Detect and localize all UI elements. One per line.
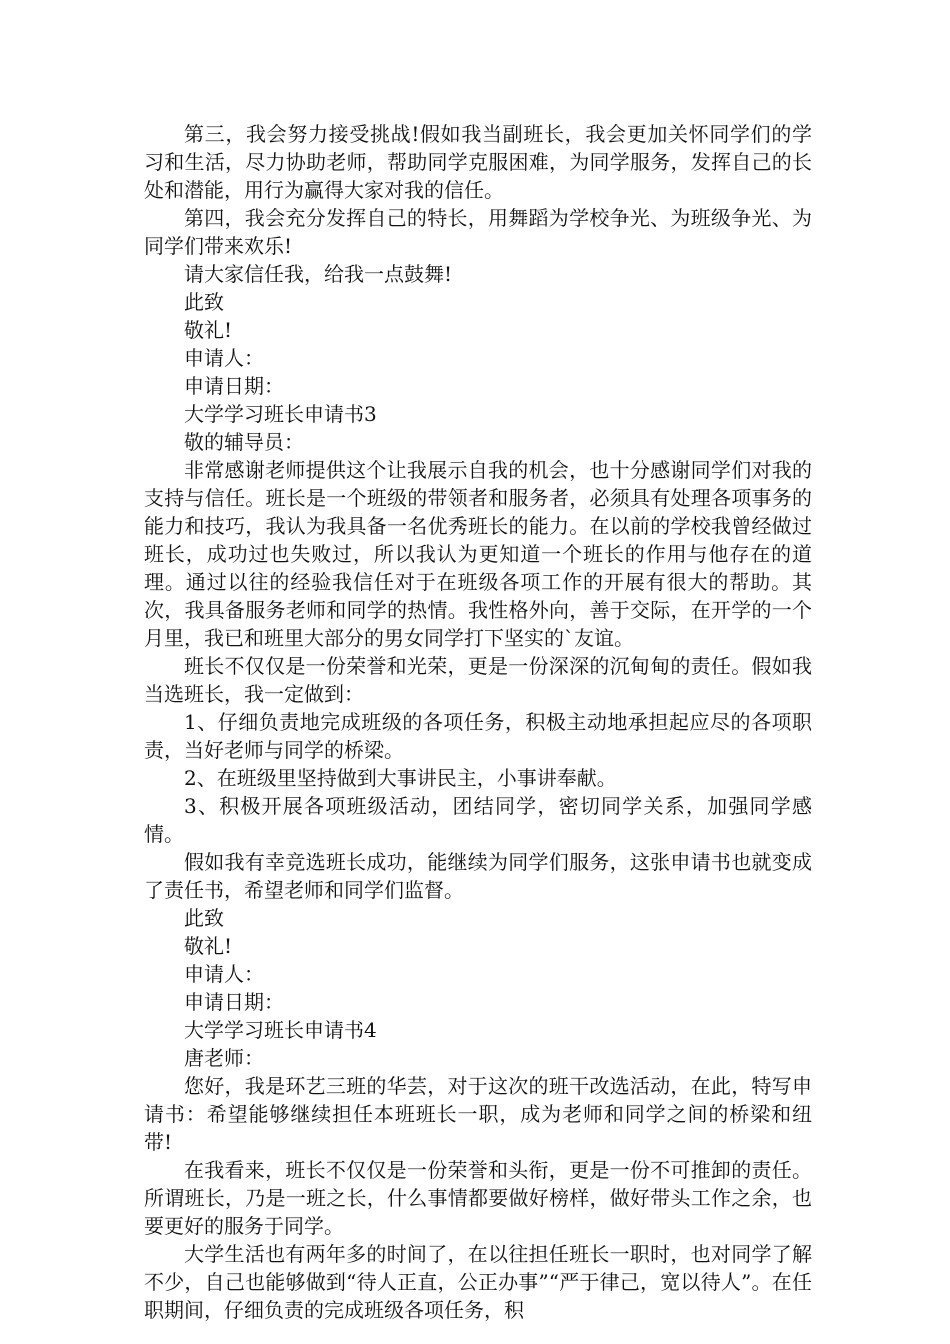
closing-line: 敬礼! [184,318,233,342]
paragraph: 第三，我会努力接受挑战!假如我当副班长，我会更加关怀同学们的学习和生活，尽力协助老师，帮助同学克服困难，为同学服务，发挥自己的长处和潜能，用行为赢得大家对我的信任。 [144,122,812,202]
paragraph: 请大家信任我，给我一点鼓舞! [184,262,453,286]
paragraph: 您好，我是环艺三班的华芸，对于这次的班干改选活动，在此，特写申请书：希望能够继续担任本班班长一职，成为老师和同学之间的桥梁和纽带! [144,1074,812,1154]
paragraph: 非常感谢老师提供这个让我展示自我的机会，也十分感谢同学们对我的支持与信任。班长是一个班级的带领者和服务者，必须具有处理各项事务的能力和技巧，我认为我具备一名优秀班长的能力。在以前的学校我曾经做过班长，成功过也失败过，所以我认为更知道一个班长的作用与他存在的道理。通过以往的经验我信任对于在班级各项工作的开展有很大的帮助。其次，我具备服务老师和同学的热情。我性格外向，善于交际，在开学的一个月里，我已和班里大部分的男女同学打下坚实的`友谊。 [144,458,812,650]
section-title: 大学学习班长申请书4 [184,1018,377,1042]
applicant-line: 申请人： [184,962,264,986]
closing-line: 此致 [184,906,224,930]
paragraph: 班长不仅仅是一份荣誉和光荣，更是一份深深的沉甸甸的责任。假如我当选班长，我一定做到： [144,654,812,706]
closing-line: 敬礼! [184,934,233,958]
closing-line: 此致 [184,290,224,314]
list-item: 3、积极开展各项班级活动，团结同学，密切同学关系，加强同学感情。 [144,794,812,846]
paragraph: 假如我有幸竞选班长成功，能继续为同学们服务，这张申请书也就变成了责任书，希望老师和同学们监督。 [144,850,812,902]
paragraph: 在我看来，班长不仅仅是一份荣誉和头衔，更是一份不可推卸的责任。所谓班长，乃是一班之长，什么事情都要做好榜样，做好带头工作之余，也要更好的服务于同学。 [144,1158,812,1238]
paragraph: 第四，我会充分发挥自己的特长，用舞蹈为学校争光、为班级争光、为同学们带来欢乐! [144,206,812,258]
date-line: 申请日期： [184,374,284,398]
list-item: 1、仔细负责地完成班级的各项任务，积极主动地承担起应尽的各项职责，当好老师与同学的桥梁。 [144,710,812,762]
salutation: 唐老师： [184,1046,264,1070]
date-line: 申请日期： [184,990,284,1014]
section-title: 大学学习班长申请书3 [184,402,377,426]
salutation: 敬的辅导员： [184,430,304,454]
document-page [144,120,812,1324]
paragraph: 大学生活也有两年多的时间了，在以往担任班长一职时，也对同学了解不少，自己也能够做到“待人正直，公正办事”“严于律己，宽以待人”。在任职期间，仔细负责的完成班级各项任务，积 [144,1242,812,1322]
list-item: 2、在班级里坚持做到大事讲民主，小事讲奉献。 [184,766,617,790]
applicant-line: 申请人： [184,346,264,370]
